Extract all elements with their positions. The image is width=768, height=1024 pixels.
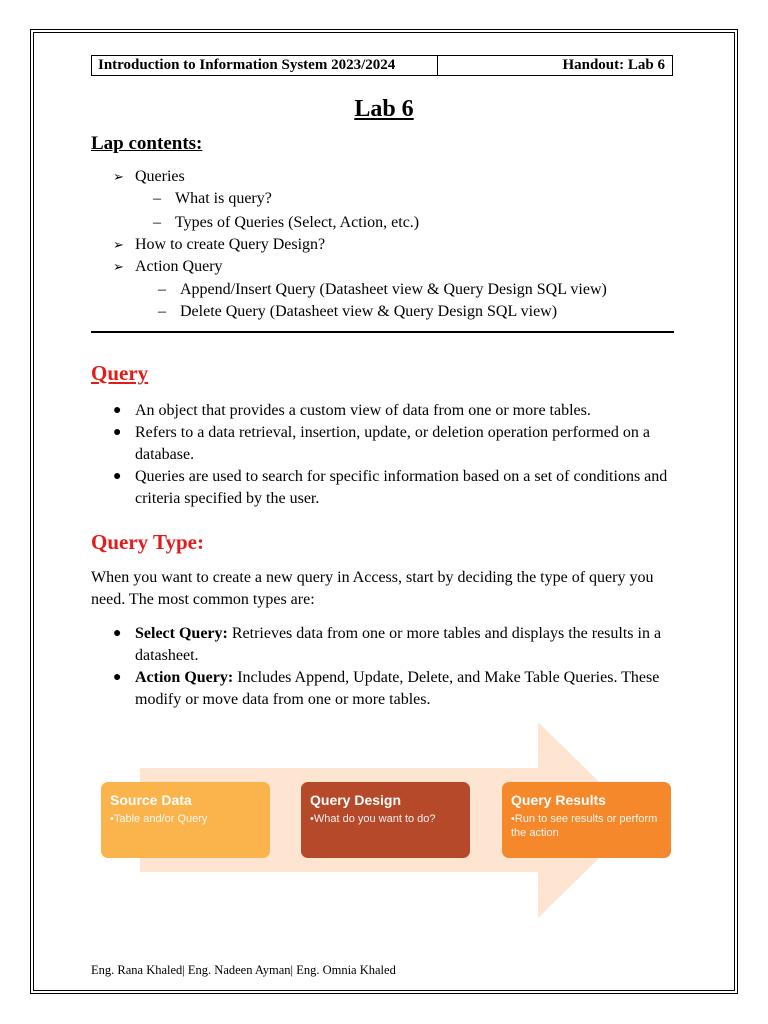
- toc-subitem: [158, 302, 557, 322]
- bullet-icon: ●: [113, 425, 122, 440]
- bullet-icon: ●: [113, 403, 122, 418]
- list-item: [113, 623, 683, 667]
- query-type-heading: Query Type:: [91, 530, 204, 554]
- toc-subitem-label: Types of Queries (Select, Action, etc.): [175, 214, 420, 231]
- toc-subitem: [153, 213, 419, 233]
- toc-item: [113, 235, 325, 256]
- bullet-icon: ●: [113, 469, 122, 484]
- query-design-title: Query Design: [310, 792, 402, 808]
- query-results-text: •Run to see results or perform the action: [511, 813, 658, 839]
- list-item: ● Queries are used to search for specific information based on a set of conditions and criteria specified by the user.: [113, 466, 683, 510]
- arrow-bullet-icon: ➢: [113, 238, 124, 253]
- toc-item: [113, 167, 185, 188]
- authors-footer: Eng. Rana Khaled| Eng. Nadeen Ayman| Eng. Omnia Khaled: [91, 963, 396, 977]
- toc-subitem-label: Append/Insert Query (Datasheet view & Query Design SQL view): [180, 281, 607, 298]
- bullet-icon: ●: [113, 626, 122, 641]
- query-heading: Query: [91, 361, 149, 385]
- arrow-bullet-icon: ➢: [113, 170, 124, 185]
- list-item: ● An object that provides a custom view of data from one or more tables.: [113, 400, 683, 422]
- dash-bullet-icon: –: [158, 281, 166, 298]
- document-header: [91, 55, 673, 76]
- toc-item: [113, 257, 223, 278]
- toc-subitem: [158, 280, 607, 300]
- toc-subitem: [153, 189, 272, 209]
- toc-item-label: How to create Query Design?: [135, 236, 326, 253]
- bullet-icon: ●: [113, 670, 122, 685]
- source-data-box: [101, 782, 270, 858]
- source-data-text: •Table and/or Query: [110, 813, 208, 825]
- query-design-text: •What do you want to do?: [310, 813, 436, 825]
- section-divider: [91, 331, 674, 333]
- query-definition-list: [113, 400, 683, 510]
- query-type-intro: When you want to create a new query in Access, start by deciding the type of query you need. The most common types are:: [91, 569, 654, 608]
- action-query-description: Includes Append, Update, Delete, and Make Table Queries. These modify or move data from one or more tables.: [135, 669, 660, 708]
- arrow-bullet-icon: ➢: [113, 260, 124, 275]
- select-query-term: Select Query:: [135, 625, 228, 642]
- list-item: ● Refers to a data retrieval, insertion, update, or deletion operation performed on a database.: [113, 422, 683, 466]
- source-data-title: Source Data: [110, 792, 192, 808]
- page-title: Lab 6: [354, 96, 414, 122]
- handout-label: Handout: Lab 6: [562, 57, 665, 73]
- course-title: Introduction to Information System 2023/2024: [92, 56, 438, 75]
- dash-bullet-icon: –: [158, 303, 166, 320]
- query-process-diagram: [90, 720, 690, 920]
- query-type-list: [113, 623, 683, 711]
- query-design-box: [301, 782, 470, 858]
- toc-subitem-label: What is query?: [175, 190, 272, 207]
- action-query-term: Action Query:: [135, 669, 234, 686]
- toc-item-label: Queries: [135, 168, 185, 185]
- toc-item-label: Action Query: [135, 258, 223, 275]
- query-results-box: [502, 782, 671, 858]
- query-results-title: Query Results: [511, 792, 606, 808]
- dash-bullet-icon: –: [153, 214, 161, 231]
- dash-bullet-icon: –: [153, 190, 161, 207]
- toc-subitem-label: Delete Query (Datasheet view & Query Design SQL view): [180, 303, 558, 320]
- select-query-description: Retrieves data from one or more tables and displays the results in a datasheet.: [135, 625, 662, 664]
- contents-heading: Lap contents:: [91, 133, 203, 154]
- list-item: [113, 667, 683, 711]
